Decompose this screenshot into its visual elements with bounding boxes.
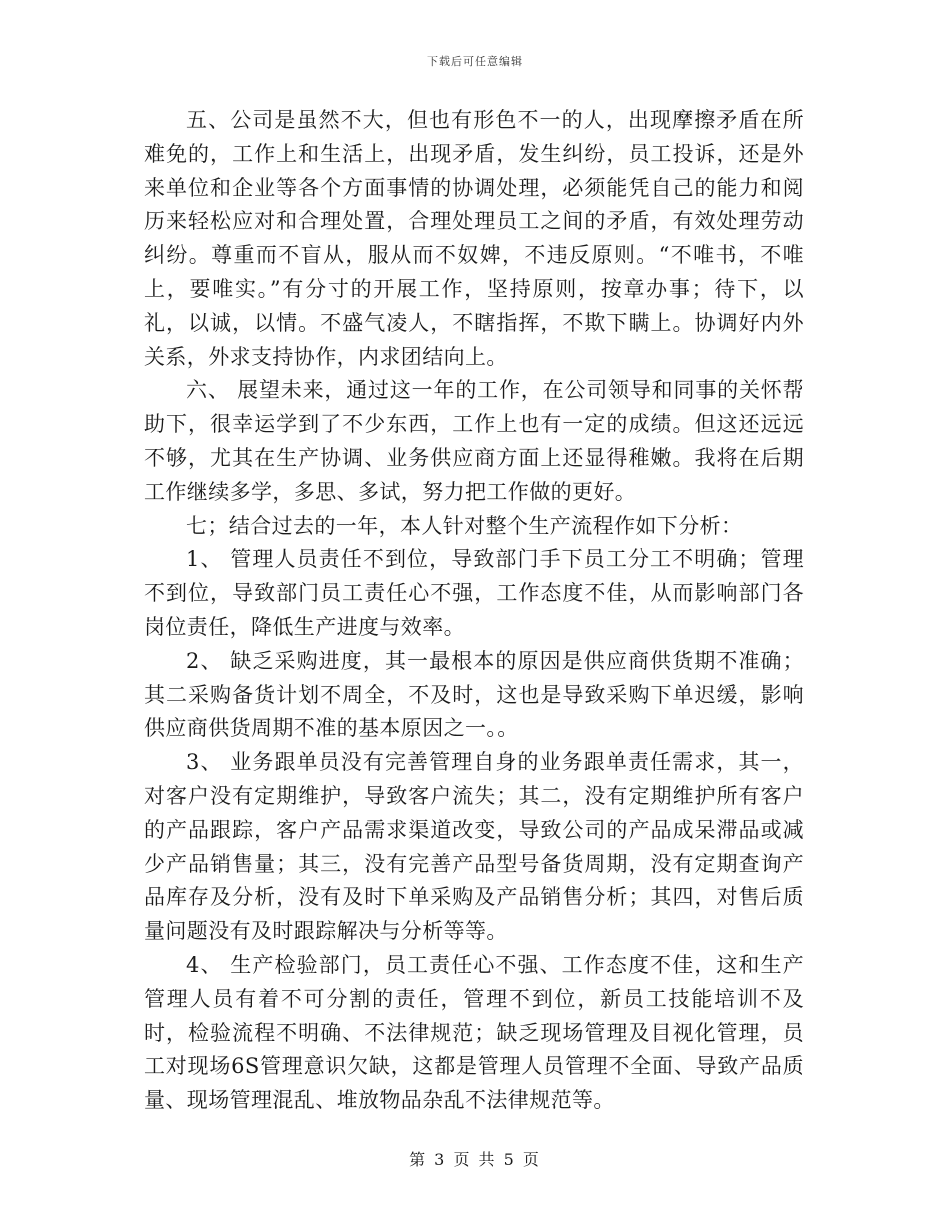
page-footer: 第 3 页 共 5 页 [409, 1150, 541, 1169]
document-body [144, 104, 804, 1118]
paragraph-5: 五、公司是虽然不大，但也有形色不一的人，出现摩擦矛盾在所难免的，工作上和生活上，出现矛盾，发生纠纷，员工投诉，还是外来单位和企业等各个方面事情的协调处理，必须能凭自己的能力和阅历来轻松应对和合理处置，合理处理员工之间的矛盾，有效处理劳动纠纷。尊重而不盲从，服从而不奴婢，不违反原则。“不唯书，不唯上，要唯实。”有分寸的开展工作，坚持原则，按章办事；待下，以礼，以诚，以情。不盛气凌人，不瞎指挥，不欺下瞒上。协调好内外关系，外求支持协作，内求团结向上。 [144, 108, 804, 369]
paragraph-6: 六、 展望未来，通过这一年的工作，在公司领导和同事的关怀帮助下，很幸运学到了不少东西，工作上也有一定的成绩。但这还远远不够，尤其在生产协调、业务供应商方面上还显得稚嫩。我将在后期工作继续多学，多思、多试，努力把工作做的更好。 [144, 378, 804, 504]
analysis-item-2: 2、 缺乏采购进度，其一最根本的原因是供应商供货期不准确；其二采购备货计划不周全，不及时，这也是导致采购下单迟缓，影响供应商供货周期不准的基本原因之一。。 [144, 648, 804, 741]
analysis-item-3: 3、 业务跟单员没有完善管理自身的业务跟单责任需求，其一，对客户没有定期维护，导致客户流失；其二，没有定期维护所有客户的产品跟踪，客户产品需求渠道改变，导致公司的产品成呆滞品或减少产品销售量；其三，没有完善产品型号备货周期，没有定期查询产品库存及分析，没有及时下单采购及产品销售分析；其四，对售后质量问题没有及时跟踪解决与分析等等。 [144, 750, 804, 944]
analysis-item-4: 4、 生产检验部门，员工责任心不强、工作态度不佳，这和生产管理人员有着不可分割的责任，管理不到位，新员工技能培训不及时，检验流程不明确、不法律规范；缺乏现场管理及目视化管理，员工对现场6S管理意识欠缺，这都是管理人员管理不全面、导致产品质量、现场管理混乱、堆放物品杂乱不法律规范等。 [144, 952, 804, 1113]
analysis-item-1: 1、 管理人员责任不到位，导致部门手下员工分工不明确；管理不到位，导致部门员工责任心不强，工作态度不佳，从而影响部门各岗位责任，降低生产进度与效率。 [144, 547, 804, 639]
page-header: 下载后可任意编辑 [427, 55, 523, 68]
paragraph-7: 七；结合过去的一年，本人针对整个生产流程作如下分析： [186, 513, 743, 538]
